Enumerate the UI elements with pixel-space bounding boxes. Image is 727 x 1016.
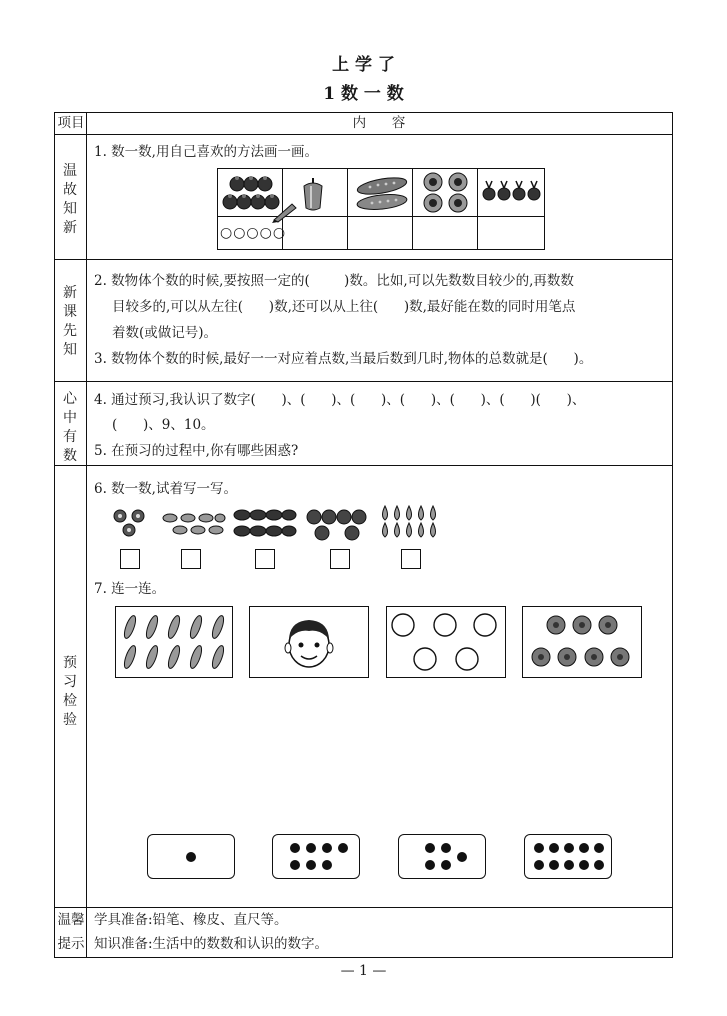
dot (322, 860, 332, 870)
dot (425, 860, 435, 870)
leaves-card[interactable] (115, 606, 233, 678)
pencil-icon (270, 200, 300, 224)
dot (594, 843, 604, 853)
question-1: 1. 数一数,用自己喜欢的方法画一画。 (94, 144, 318, 160)
dot (534, 843, 544, 853)
question-6: 6. 数一数,试着写一写。 (94, 481, 237, 497)
dot (441, 860, 451, 870)
question-4-line-1: 4. 通过预习,我认识了数字( )、( )、( )、( )、( )、( )( )、 (94, 392, 586, 408)
question-2-line-2: 目较多的,可以从左往( )数,还可以从上往( )数,最好能在数的同时用笔点 (112, 299, 576, 315)
leaves-image (116, 607, 232, 677)
apples-group-image (306, 506, 368, 542)
dot (290, 843, 300, 853)
label-char: 习 (63, 674, 77, 690)
pepper-image (298, 174, 328, 214)
cucumbers-image (352, 172, 410, 214)
tips-label-line-1: 温馨 (57, 912, 85, 928)
dot (594, 860, 604, 870)
question-2-line-1: 2. 数物体个数的时候,要按照一定的( )数。比如,可以先数数目较少的,再数数 (94, 273, 574, 289)
tip-2: 知识准备:生活中的数数和认识的数字。 (94, 936, 329, 952)
dot (186, 852, 196, 862)
dot-card-7[interactable] (272, 834, 360, 879)
dot (549, 860, 559, 870)
section-title: 1 数 一 数 (323, 84, 404, 104)
question-7: 7. 连一连。 (94, 581, 166, 597)
dot (425, 843, 435, 853)
fish-group-image (232, 506, 298, 540)
boy-face-image (250, 607, 368, 677)
circles-image (387, 607, 505, 677)
dot (441, 843, 451, 853)
dot (338, 843, 348, 853)
header-content: 内 容 (352, 115, 406, 131)
label-char: 故 (63, 182, 77, 198)
label-char: 温 (63, 163, 77, 179)
dot (322, 843, 332, 853)
dot (579, 860, 589, 870)
tips-label-line-2: 提示 (57, 936, 85, 952)
label-char: 检 (63, 693, 77, 709)
tip-1: 学具准备:铅笔、橡皮、直尺等。 (94, 912, 288, 928)
circles-card[interactable] (386, 606, 506, 678)
dot (306, 860, 316, 870)
sample-circles: ○○○○○ (220, 225, 287, 241)
chapter-title: 上 学 了 (332, 55, 395, 75)
label-char: 新 (63, 285, 77, 301)
label-char: 知 (63, 342, 77, 358)
label-char: 数 (63, 448, 77, 464)
sunflowers-image (416, 170, 476, 216)
dot-card-1[interactable] (147, 834, 235, 879)
label-char: 有 (63, 429, 77, 445)
label-char: 先 (63, 323, 77, 339)
dot (534, 860, 544, 870)
question-3: 3. 数物体个数的时候,最好一一对应着点数,当最后数到几时,物体的总数就是( )。 (94, 351, 593, 367)
dot (306, 843, 316, 853)
dot (564, 843, 574, 853)
pears-group-image (378, 502, 440, 542)
flowers-group-image (108, 506, 156, 540)
label-char: 预 (63, 655, 77, 671)
roses-card[interactable] (522, 606, 642, 678)
header-item: 项目 (57, 115, 85, 131)
label-char: 中 (63, 410, 77, 426)
label-char: 知 (63, 201, 77, 217)
dot-card-5[interactable] (398, 834, 486, 879)
dot (290, 860, 300, 870)
dot (457, 852, 467, 862)
dot-card-10[interactable] (524, 834, 612, 879)
face-card[interactable] (249, 606, 369, 678)
answer-box-2[interactable] (181, 549, 201, 569)
answer-box-4[interactable] (330, 549, 350, 569)
candies-group-image (160, 510, 226, 538)
label-char: 验 (63, 712, 77, 728)
dot (579, 843, 589, 853)
answer-box-3[interactable] (255, 549, 275, 569)
label-char: 新 (63, 220, 77, 236)
question-4-line-2: ( )、9、10。 (112, 417, 215, 433)
question-2-line-3: 着数(或做记号)。 (112, 325, 218, 341)
answer-box-1[interactable] (120, 549, 140, 569)
dot (549, 843, 559, 853)
answer-box-5[interactable] (401, 549, 421, 569)
label-char: 课 (63, 304, 77, 320)
dot (564, 860, 574, 870)
page-number: — 1 — (340, 963, 387, 979)
label-char: 心 (63, 391, 77, 407)
roses-image (523, 607, 641, 677)
question-5: 5. 在预习的过程中,你有哪些困惑? (94, 443, 299, 459)
radishes-image (479, 176, 543, 208)
